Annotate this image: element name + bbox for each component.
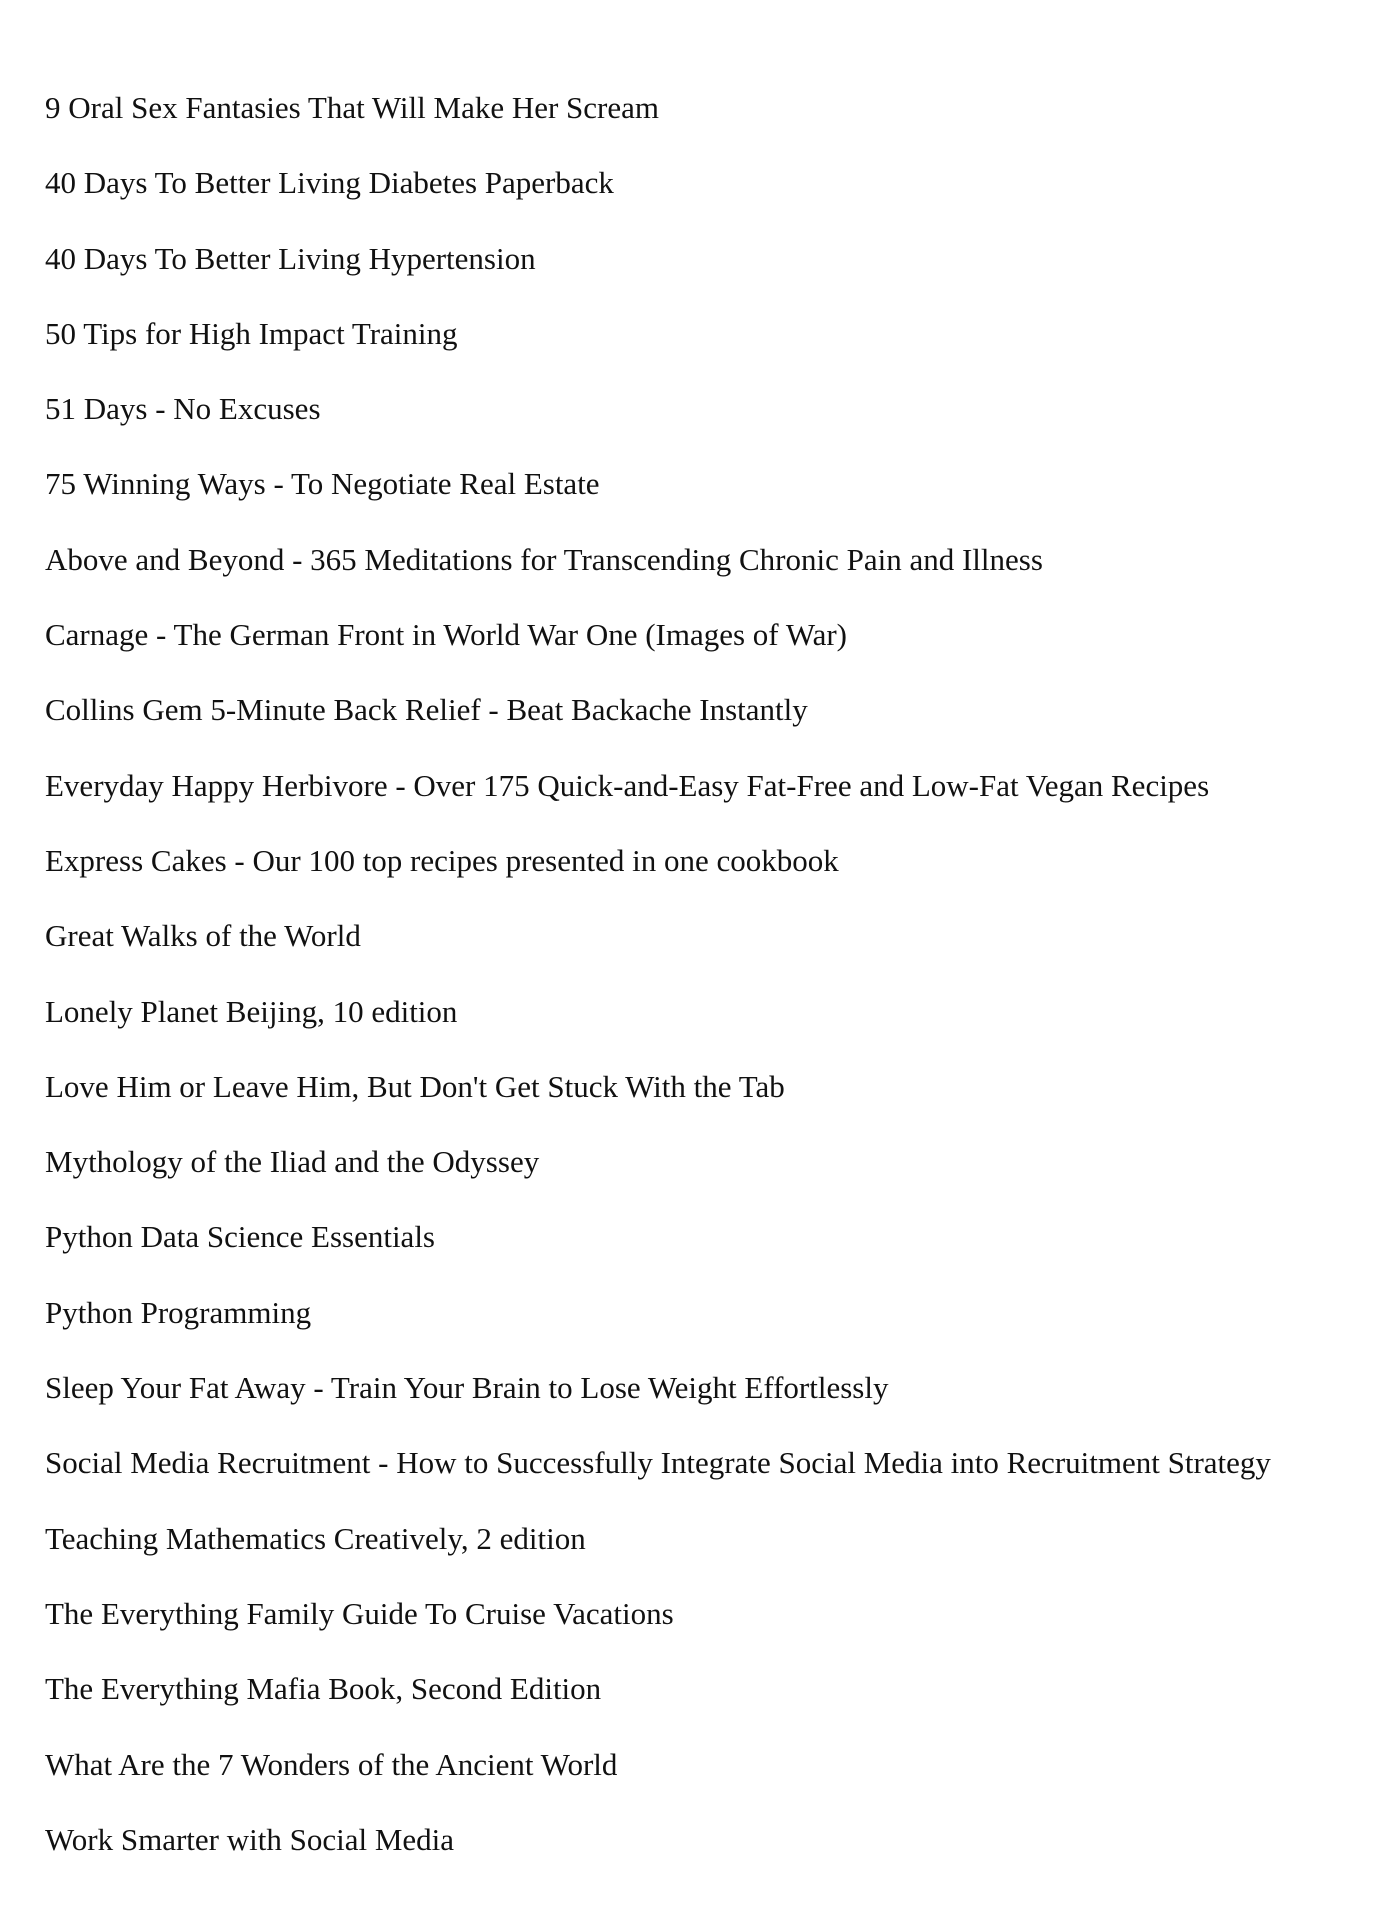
book-title: Lonely Planet Beijing, 10 edition [45, 993, 458, 1029]
book-title: Great Walks of the World [45, 918, 361, 954]
book-title: Express Cakes - Our 100 top recipes presented in one cookbook [45, 842, 839, 878]
book-title: 75 Winning Ways - To Negotiate Real Estate [45, 466, 600, 502]
book-title: 51 Days - No Excuses [45, 391, 321, 427]
book-title: Sleep Your Fat Away - Train Your Brain to Lose Weight Effortlessly [45, 1370, 889, 1406]
book-title: Python Data Science Essentials [45, 1219, 435, 1255]
book-title: Carnage - The German Front in World War One (Images of War) [45, 617, 848, 653]
book-title: Python Programming [45, 1294, 312, 1330]
book-title: 40 Days To Better Living Hypertension [45, 240, 536, 276]
book-title: 50 Tips for High Impact Training [45, 315, 458, 351]
book-title: Teaching Mathematics Creatively, 2 edition [45, 1520, 586, 1556]
book-title: Above and Beyond - 365 Meditations for Transcending Chronic Pain and Illness [45, 541, 1043, 577]
book-title: What Are the 7 Wonders of the Ancient World [45, 1746, 618, 1782]
book-title: Collins Gem 5-Minute Back Relief - Beat Backache Instantly [45, 692, 808, 728]
book-title-list [45, 88, 1271, 1895]
book-title: Social Media Recruitment - How to Successfully Integrate Social Media into Recruitment Strategy [45, 1445, 1271, 1481]
book-title: The Everything Family Guide To Cruise Vacations [45, 1595, 674, 1631]
book-title: Love Him or Leave Him, But Don't Get Stuck With the Tab [45, 1068, 785, 1104]
book-title: Mythology of the Iliad and the Odyssey [45, 1144, 540, 1180]
book-title: The Everything Mafia Book, Second Edition [45, 1671, 602, 1707]
book-title: 9 Oral Sex Fantasies That Will Make Her Scream [45, 90, 660, 125]
book-title: 40 Days To Better Living Diabetes Paperback [45, 165, 614, 201]
book-title: Everyday Happy Herbivore - Over 175 Quick-and-Easy Fat-Free and Low-Fat Vegan Recipes [45, 767, 1210, 803]
book-title: Work Smarter with Social Media [45, 1821, 455, 1857]
